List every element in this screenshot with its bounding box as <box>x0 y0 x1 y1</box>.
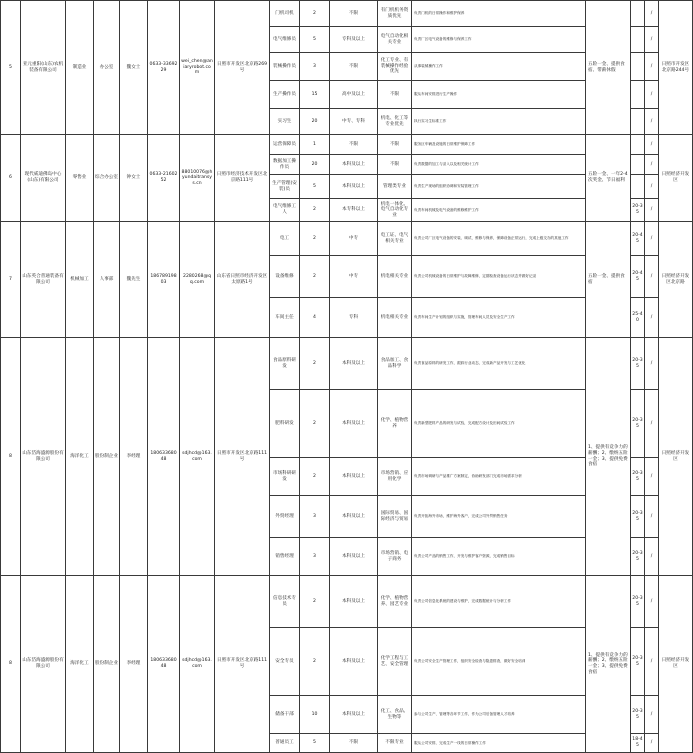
salary <box>631 53 645 81</box>
phone-number: 0633-3369229 <box>148 1 180 135</box>
job-duty: 负责公司产品的销售工作，开发与维护客户资源，完成销售目标 <box>412 538 586 576</box>
headcount: 2 <box>300 628 330 696</box>
job-duty: 负责车间机械及电气设备的维修维护工作 <box>412 199 586 222</box>
job-title: 普通员工 <box>270 734 300 753</box>
headcount: 2 <box>300 390 330 458</box>
benefits: 五险一金、一年2-4次奖金、节日福利 <box>586 135 631 222</box>
salary <box>631 81 645 109</box>
education: 专科 <box>330 298 378 338</box>
row-number: 7 <box>1 222 21 338</box>
major-requirement: 化学、植物营养、园艺专业 <box>378 576 412 628</box>
work-location: 日照市开发区北京路244号 <box>659 1 693 135</box>
row-number: 8 <box>1 338 21 576</box>
job-duty: 负责食品原料的研发工作，跟踪行业动态，完成新产品开发与工艺优化 <box>412 338 586 390</box>
education: 本科及以上 <box>330 628 378 696</box>
job-title: 外贸经理 <box>270 496 300 538</box>
contact-person: 李经理 <box>120 338 148 576</box>
major-requirement: 不限专业 <box>378 734 412 753</box>
email-address: wei_chen@aniaryrobot.com <box>180 1 215 135</box>
company-name: 现代威迪佛岛中心(山东)有限公司 <box>21 135 66 222</box>
headcount: 3 <box>300 538 330 576</box>
job-duty: 负责新型肥料产品的研发与试验，完成配方设计及田间试验工作 <box>412 390 586 458</box>
salary <box>631 109 645 135</box>
salary: 20-35 <box>631 696 645 734</box>
contact-person: 李经理 <box>120 576 148 753</box>
table-row <box>1 1 693 27</box>
major-requirement: 管理类专业 <box>378 175 412 199</box>
education: 专科及以上 <box>330 27 378 53</box>
note: / <box>645 175 659 199</box>
table-row <box>1 222 693 256</box>
job-title: 销售经理 <box>270 538 300 576</box>
department: 人事部 <box>94 222 120 338</box>
headcount: 10 <box>300 696 330 734</box>
benefits: 五险一金、提供食宿 <box>586 222 631 338</box>
work-location: 日照经济开发区 <box>659 135 693 222</box>
note: / <box>645 256 659 298</box>
job-title: 运营保障员 <box>270 135 300 155</box>
job-duty: 服从公司安排，完成生产一线的日常操作工作 <box>412 734 586 753</box>
job-duty: 服从车间安排进行生产操作 <box>412 81 586 109</box>
headcount: 2 <box>300 458 330 496</box>
job-title: 数据加工操作员 <box>270 155 300 175</box>
benefits: 1、提供有竞争力的薪酬；2、缴纳五险一金；3、提供免费食宿 <box>586 338 631 576</box>
note: / <box>645 155 659 175</box>
job-title: 市场科研研发 <box>270 458 300 496</box>
job-title: 实习生 <box>270 109 300 135</box>
education: 不限 <box>330 734 378 753</box>
salary: 20-35 <box>631 338 645 390</box>
note: / <box>645 27 659 53</box>
major-requirement: 机电一体化、电气自动化专业 <box>378 199 412 222</box>
row-number: 5 <box>1 1 21 135</box>
table-row <box>1 576 693 628</box>
job-duty: 负责门机的日常操作和维护保养 <box>412 1 586 27</box>
major-requirement: 化工、食品、生物等 <box>378 696 412 734</box>
major-requirement: 有门机机务资质优先 <box>378 1 412 27</box>
industry: 海洋化工 <box>66 338 94 576</box>
note: / <box>645 696 659 734</box>
note: / <box>645 496 659 538</box>
job-duty: 负责车间生产计划的组织与实施，管理车间人员及安全生产工作 <box>412 298 586 338</box>
contact-person: 钟女士 <box>120 135 148 222</box>
salary: 20-45 <box>631 256 645 298</box>
industry: 制造业 <box>66 1 94 135</box>
job-title: 设备维修 <box>270 256 300 298</box>
job-title: 食品原料研发 <box>270 338 300 390</box>
note: / <box>645 576 659 628</box>
department: 股份制企业 <box>94 576 120 753</box>
salary: 18-45 <box>631 734 645 753</box>
industry: 机械加工 <box>66 222 94 338</box>
job-duty: 执行实习生标准工作 <box>412 109 586 135</box>
education: 中专 <box>330 256 378 298</box>
email-address: 2280268@qq.com <box>180 222 215 338</box>
salary: 25-40 <box>631 298 645 338</box>
email-address: sdjhcd@163.com <box>180 576 215 753</box>
table-row <box>1 135 693 155</box>
company-name: 山东岱海盛源股份有限公司 <box>21 338 66 576</box>
education: 高中及以上 <box>330 81 378 109</box>
major-requirement: 化学工程与工艺、安全管理 <box>378 628 412 696</box>
education: 本科及以上 <box>330 538 378 576</box>
note: / <box>645 458 659 496</box>
note: / <box>645 338 659 390</box>
salary <box>631 175 645 199</box>
headcount: 2 <box>300 222 330 256</box>
work-location: 日照经济开发区 <box>659 338 693 576</box>
salary <box>631 27 645 53</box>
note: / <box>645 628 659 696</box>
job-duty: 负责公司安全生产管理工作，组织安全检查与隐患排查，做好安全培训 <box>412 628 586 696</box>
major-requirement: 食品加工、食品科学 <box>378 338 412 390</box>
phone-number: 18063368048 <box>148 576 180 753</box>
major-requirement: 机电相关专业 <box>378 298 412 338</box>
salary: 20-35 <box>631 199 645 222</box>
education: 本科及以上 <box>330 458 378 496</box>
job-title: 安全专员 <box>270 628 300 696</box>
major-requirement: 不限 <box>378 81 412 109</box>
contact-person: 魏先生 <box>120 222 148 338</box>
education: 本科及以上 <box>330 576 378 628</box>
education: 本科及以上 <box>330 175 378 199</box>
job-title: 车间主任 <box>270 298 300 338</box>
job-duty: 从事装械操作工作 <box>412 53 586 81</box>
education: 中专、专科 <box>330 109 378 135</box>
phone-number: 18063368048 <box>148 338 180 576</box>
note: / <box>645 81 659 109</box>
table-body <box>1 1 693 753</box>
job-title: 储备干部 <box>270 696 300 734</box>
job-duty: 负责开拓海外市场，维护海外客户，完成公司外贸销售任务 <box>412 496 586 538</box>
major-requirement: 电气自动化相关专业 <box>378 27 412 53</box>
headcount: 20 <box>300 109 330 135</box>
work-location: 日照经济开发区 <box>659 576 693 753</box>
salary <box>631 1 645 27</box>
job-title: 生产操作员 <box>270 81 300 109</box>
major-requirement: 化学、植物营养 <box>378 390 412 458</box>
job-title: 肥料研发 <box>270 390 300 458</box>
salary: 20-35 <box>631 458 645 496</box>
major-requirement: 市场营销、电子商务 <box>378 538 412 576</box>
company-address: 日照市开发区北京路111号 <box>215 338 270 576</box>
job-duty: 负责公司机械设备的日常维护与故障维修，定期检查设备运行状态并做好记录 <box>412 256 586 298</box>
salary: 20-45 <box>631 222 645 256</box>
job-title: 电气维修工人 <box>270 199 300 222</box>
note: / <box>645 538 659 576</box>
education: 本科及以上 <box>330 155 378 175</box>
note: / <box>645 1 659 27</box>
contact-person: 魏女士 <box>120 1 148 135</box>
industry: 海洋化工 <box>66 576 94 753</box>
department: 股份制企业 <box>94 338 120 576</box>
headcount: 2 <box>300 199 330 222</box>
industry: 零售业 <box>66 135 94 222</box>
education: 本科及以上 <box>330 338 378 390</box>
headcount: 1 <box>300 135 330 155</box>
major-requirement: 市场营销、应用化学 <box>378 458 412 496</box>
job-title: 信息技术专员 <box>270 576 300 628</box>
headcount: 2 <box>300 576 330 628</box>
job-duty: 服务区车辆及设施的日常维护保障工作 <box>412 135 586 155</box>
note: / <box>645 53 659 81</box>
phone-number: 0633-2160252 <box>148 135 180 222</box>
major-requirement: 机电、化工等专业优先 <box>378 109 412 135</box>
job-title: 生产管理(安装)员 <box>270 175 300 199</box>
education: 本科及以上 <box>330 496 378 538</box>
salary <box>631 135 645 155</box>
company-address: 山东省日照市经济开发区太原路1号 <box>215 222 270 338</box>
company-address: 日照市开发区北京路269号 <box>215 1 270 135</box>
note: / <box>645 222 659 256</box>
work-location: 日照经济开发区北京路 <box>659 222 693 338</box>
job-title: 门机司机 <box>270 1 300 27</box>
note: / <box>645 734 659 753</box>
company-name: 山东岱海盛源股份有限公司 <box>21 576 66 753</box>
headcount: 2 <box>300 256 330 298</box>
job-duty: 负责生产现场的组织协调和安装管理工作 <box>412 175 586 199</box>
job-title: 电工 <box>270 222 300 256</box>
headcount: 4 <box>300 298 330 338</box>
education: 本专科以上 <box>330 199 378 222</box>
company-address: 日照市经济技术开发区北京路111号 <box>215 135 270 222</box>
email-address: 88010076@hyundaitransys.cn <box>180 135 215 222</box>
note: / <box>645 199 659 222</box>
education: 不限 <box>330 53 378 81</box>
major-requirement: 国际贸易、国际经济与贸易 <box>378 496 412 538</box>
job-duty: 负责市场调研与产品推广方案制定，协助研发部门完成市场需求分析 <box>412 458 586 496</box>
headcount: 20 <box>300 155 330 175</box>
education: 不限 <box>330 1 378 27</box>
job-duty: 负责公司厂区电气设备的安装、调试、维修与保养，保障设备正常运行，完成上级交办的其他工作 <box>412 222 586 256</box>
note: / <box>645 298 659 338</box>
education: 本科及以上 <box>330 696 378 734</box>
company-name: 山东英合普通装备有限公司 <box>21 222 66 338</box>
headcount: 3 <box>300 496 330 538</box>
headcount: 5 <box>300 175 330 199</box>
headcount: 2 <box>300 1 330 27</box>
major-requirement: 不限 <box>378 155 412 175</box>
job-duty: 负责公司信息化系统的建设与维护，完成数据统计与分析工作 <box>412 576 586 628</box>
benefits: 五险一金、提供食宿、带薪休假 <box>586 1 631 135</box>
major-requirement: 电工证、电气相关专业 <box>378 222 412 256</box>
job-title: 电气维修员 <box>270 27 300 53</box>
job-title: 装械操作员 <box>270 53 300 81</box>
salary <box>631 155 645 175</box>
salary: 20-35 <box>631 390 645 458</box>
major-requirement: 不限 <box>378 135 412 155</box>
education: 本科及以上 <box>330 390 378 458</box>
note: / <box>645 390 659 458</box>
row-number: 8 <box>1 576 21 753</box>
department: 办公室 <box>94 1 120 135</box>
company-address: 日照市开发区北京路111号 <box>215 576 270 753</box>
headcount: 5 <box>300 27 330 53</box>
email-address: sdjhcd@163.com <box>180 338 215 576</box>
row-number: 6 <box>1 135 21 222</box>
headcount: 3 <box>300 53 330 81</box>
headcount: 2 <box>300 338 330 390</box>
job-duty: 参与公司生产、管理等各环节工作，作为公司后备管理人才培养 <box>412 696 586 734</box>
education: 不限 <box>330 135 378 155</box>
major-requirement: 机电相关专业 <box>378 256 412 298</box>
job-duty: 负责厂区电气设备的维修与保养工作 <box>412 27 586 53</box>
table-row <box>1 338 693 390</box>
salary: 20-35 <box>631 628 645 696</box>
benefits: 1、提供有竞争力的薪酬；2、缴纳五险一金；3、提供免费食宿 <box>586 576 631 753</box>
salary: 20-35 <box>631 576 645 628</box>
job-duty: 负责数据的加工与录入以及相关统计工作 <box>412 155 586 175</box>
note: / <box>645 109 659 135</box>
salary: 20-35 <box>631 538 645 576</box>
headcount: 5 <box>300 734 330 753</box>
education: 中专 <box>330 222 378 256</box>
major-requirement: 化工专业、有装械操作经验优先 <box>378 53 412 81</box>
headcount: 15 <box>300 81 330 109</box>
company-name: 亚元重阳(山东)农机装备有限公司 <box>21 1 66 135</box>
phone-number: 18678919803 <box>148 222 180 338</box>
note: / <box>645 135 659 155</box>
department: 综合办公室 <box>94 135 120 222</box>
salary: 20-35 <box>631 496 645 538</box>
